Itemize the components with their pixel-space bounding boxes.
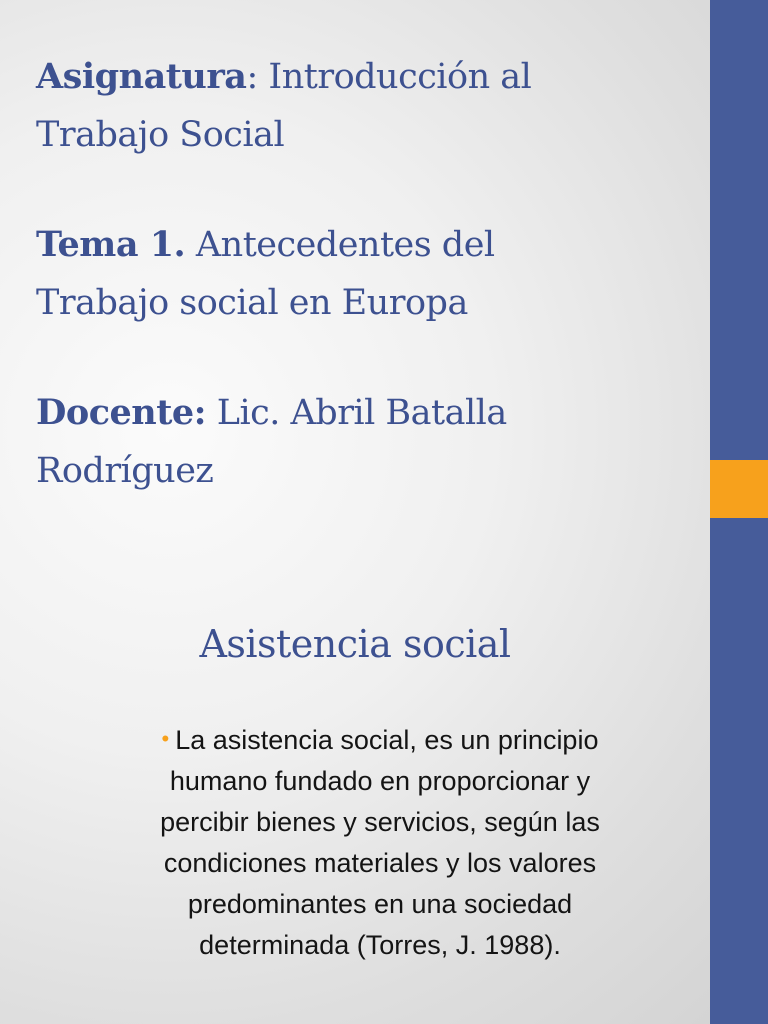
teacher-heading xyxy=(36,384,676,500)
topic-label: Tema 1. xyxy=(36,224,186,265)
subject-line-1: Introducción al xyxy=(268,57,532,97)
teacher-label: Docente: xyxy=(36,392,207,433)
subject-label: Asignatura xyxy=(36,56,247,97)
paragraph-line-4: condiciones materiales y los valores xyxy=(163,848,597,878)
paragraph-line-6: determinada (Torres, J. 1988). xyxy=(199,930,561,960)
section-title: Asistencia social xyxy=(199,622,511,666)
paragraph-line-1: La asistencia social, es un principio xyxy=(175,725,599,755)
paragraph-line-3: percibir bienes y servicios, según las xyxy=(160,807,600,837)
topic-line-1: Antecedentes del xyxy=(195,225,495,265)
teacher-line-2: Rodríguez xyxy=(36,451,214,491)
bullet-paragraph xyxy=(100,718,660,966)
bullet-dot-icon: • xyxy=(161,726,170,751)
topic-heading xyxy=(36,216,676,332)
side-accent-bar xyxy=(710,0,768,1024)
subject-line-2: Trabajo Social xyxy=(36,115,285,155)
paragraph-line-5: predominantes en una sociedad xyxy=(187,889,573,919)
paragraph-line-2: humano fundado en proporcionar y xyxy=(169,766,591,796)
topic-line-2: Trabajo social en Europa xyxy=(36,283,468,323)
subject-separator: : xyxy=(246,57,269,97)
orange-accent-block xyxy=(710,460,768,518)
subject-heading xyxy=(36,48,676,164)
teacher-line-1: Lic. Abril Batalla xyxy=(216,393,507,433)
